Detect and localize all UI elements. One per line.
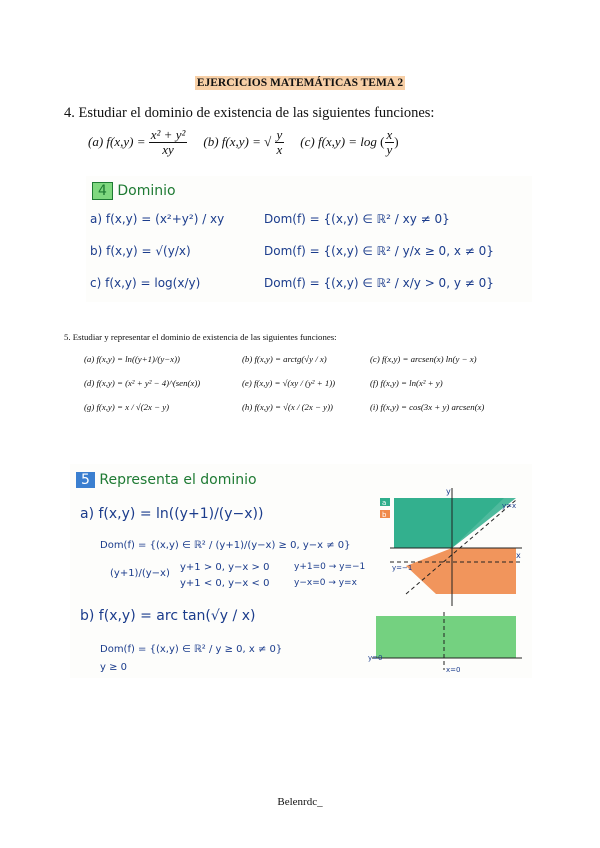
hw5-case-1: y+1 > 0, y−x > 0 xyxy=(180,562,270,573)
hw5-case-fraction: (y+1)/(y−x) xyxy=(110,568,170,579)
hw4-c-function: c) f(x,y) = log(x/y) xyxy=(90,276,201,290)
label-y-eq-minus-1: y=−1 xyxy=(392,564,413,572)
hw4-b-function: b) f(x,y) = √(y/x) xyxy=(90,244,191,258)
option-b: (b) f(x,y) = √ $\frac{y}{x}$ xyxy=(203,127,283,158)
hw4-header: 4 Dominio xyxy=(92,182,176,200)
hw4-c-domain: Dom(f) = {(x,y) ∈ ℝ² / x/y > 0, y ≠ 0} xyxy=(264,276,494,290)
hw5-b-function: b) f(x,y) = arc tan(√y / x) xyxy=(80,608,256,624)
hw5-header: 5 Representa el dominio xyxy=(76,472,257,488)
hw4-number-badge: 4 xyxy=(92,182,113,200)
hw5-a-domain: Dom(f) = {(x,y) ∈ ℝ² / (y+1)/(y−x) ≥ 0, y−x ≠ 0} xyxy=(100,540,351,551)
hw5-result-2: y−x=0 → y=x xyxy=(294,578,357,588)
exercise-5-statement: 5. Estudiar y representar el dominio de existencia de las siguientes funciones: xyxy=(64,332,337,342)
handwritten-solution-4 xyxy=(86,176,532,302)
region-b-graph xyxy=(376,616,516,658)
handwritten-solution-5 xyxy=(70,464,532,678)
exercise-4-statement: 4. Estudiar el dominio de existencia de las siguientes funciones: xyxy=(64,105,435,121)
options-row: (g) f(x,y) = x / √(2x − y) (h) f(x,y) = √(x / (2x − y)) (i) f(x,y) = cos(3x + y) arcsen(x) xyxy=(84,402,485,412)
domain-graphs xyxy=(366,466,526,676)
options-row: (d) f(x,y) = (x² + y² − 4)^(sen(x)) (e) f(x,y) = √(xy / (y² + 1)) (f) f(x,y) = ln(x² + y) xyxy=(84,378,443,388)
hw5-a-function: a) f(x,y) = ln((y+1)/(y−x)) xyxy=(80,506,264,522)
exercise-4-options xyxy=(88,128,399,158)
hw4-a-domain: Dom(f) = {(x,y) ∈ ℝ² / xy ≠ 0} xyxy=(264,212,450,226)
axis-y-label: y xyxy=(446,487,451,496)
option-c: (c) f(x,y) = log ( $\frac{x}{y}$ ) xyxy=(300,127,399,158)
axis-x-label: x xyxy=(516,551,521,560)
hw5-case-2: y+1 < 0, y−x < 0 xyxy=(180,578,270,589)
region-b xyxy=(406,548,516,594)
option-a: (a) f(x,y) = $\frac{\text{x² + y²}}{xy}$ xyxy=(88,127,186,158)
exercise-5-options xyxy=(84,347,544,419)
page-title: EJERCICIOS MATEMÁTICAS TEMA 2 xyxy=(196,77,404,89)
legend-b-label: b xyxy=(382,511,387,519)
hw4-a-function: a) f(x,y) = (x²+y²) / xy xyxy=(90,212,225,226)
label-x-eq-0: x=0 xyxy=(446,666,461,674)
hw5-b-domain: Dom(f) = {(x,y) ∈ ℝ² / y ≥ 0, x ≠ 0} xyxy=(100,644,283,655)
hw5-number-badge: 5 xyxy=(76,472,95,488)
footer-author: Belenrdc_ xyxy=(277,796,323,808)
label-y-eq-x: y=x xyxy=(502,502,517,510)
label-y-eq-0: y=0 xyxy=(368,654,383,662)
hw5-result-1: y+1=0 → y=−1 xyxy=(294,562,366,572)
hw4-b-domain: Dom(f) = {(x,y) ∈ ℝ² / y/x ≥ 0, x ≠ 0} xyxy=(264,244,494,258)
hw5-b-note: y ≥ 0 xyxy=(100,662,128,673)
legend-a-label: a xyxy=(382,499,387,507)
options-row: (a) f(x,y) = ln((y+1)/(y−x)) (b) f(x,y) = arctg(√y / x) (c) f(x,y) = arcsen(x) ln(y − x) xyxy=(84,354,477,364)
